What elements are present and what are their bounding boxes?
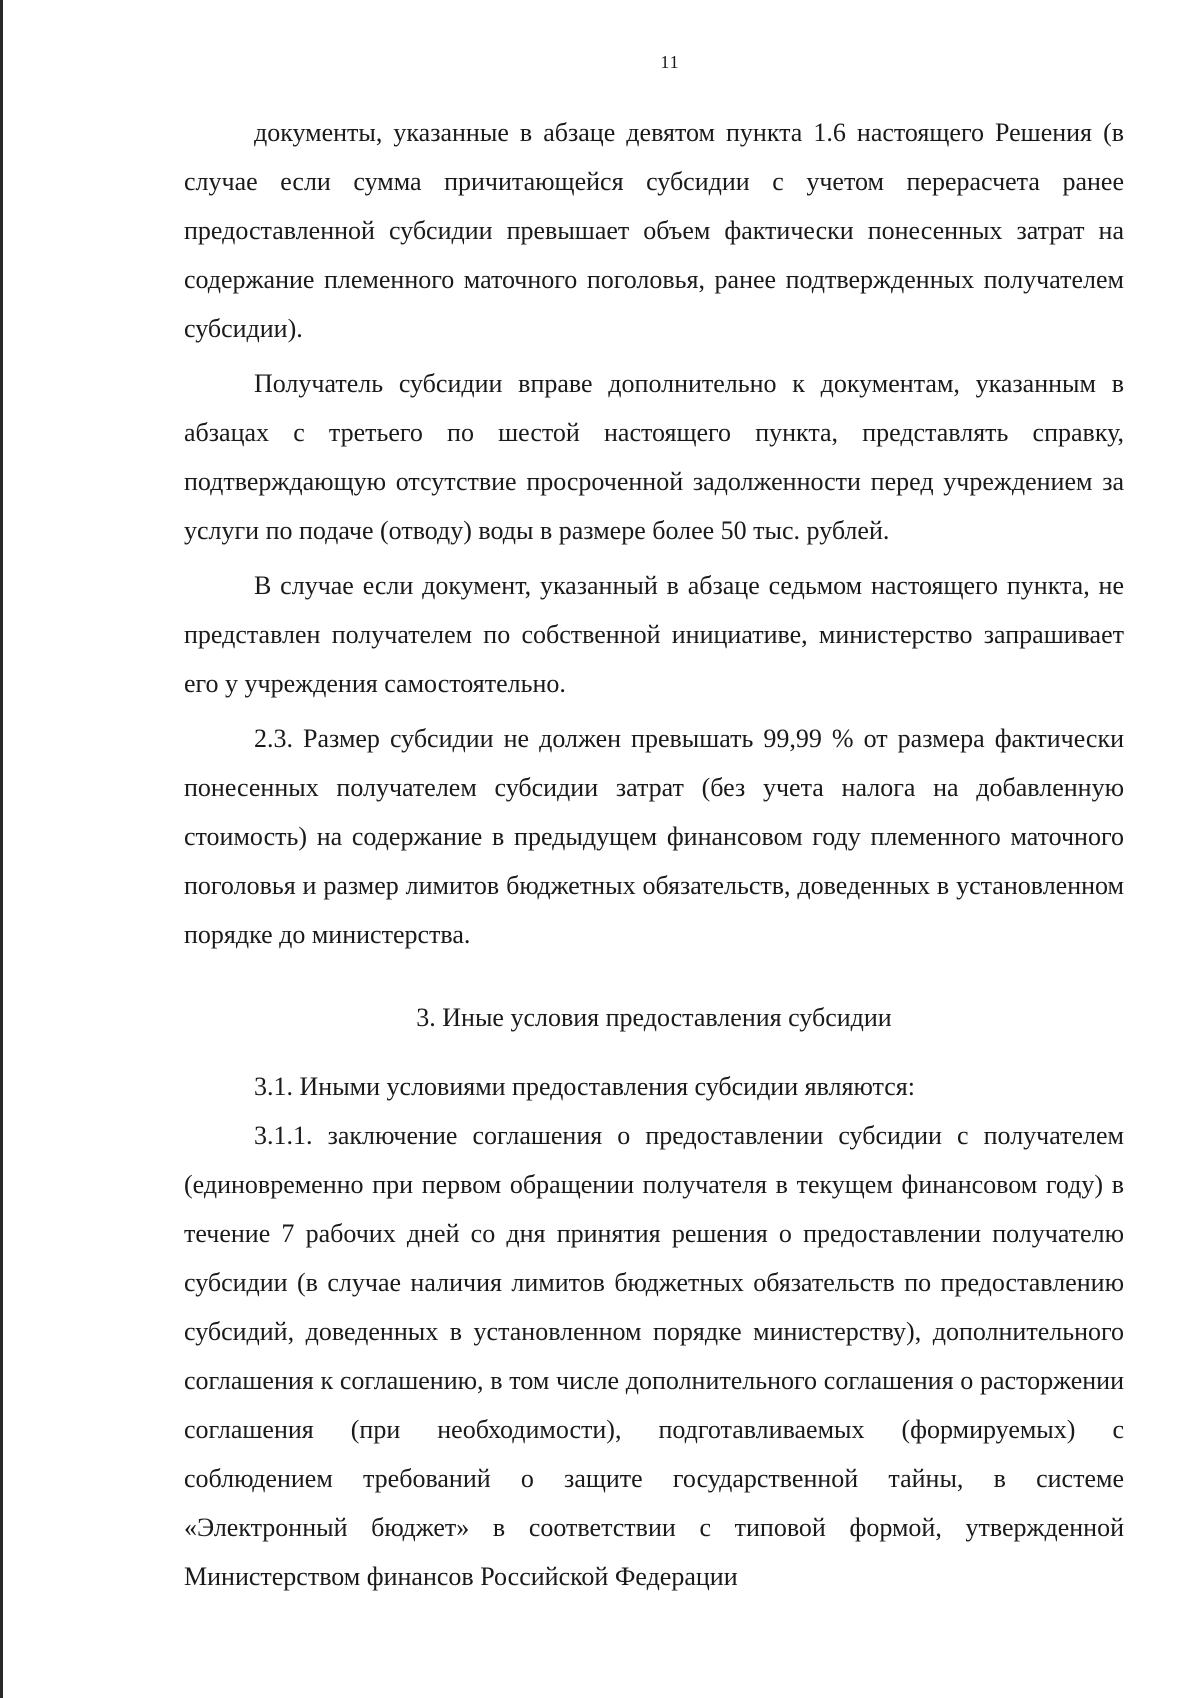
document-body bbox=[184, 108, 1124, 1601]
page-number: 11 bbox=[660, 52, 680, 72]
paragraph-documents-list: документы, указанные в абзаце девятом пункта 1.6 настоящего Решения (в случае если сумма причитающейся субсидии с учетом перерасчета ранее предоставленной субсидии превышает объем фактически понесенных затрат на содержание племенного маточного поголовья, ранее подтвержденных получателем субсидии). bbox=[184, 118, 1124, 343]
paragraph-subsidy-size: 2.3. Размер субсидии не должен превышать 99,99 % от размера фактически понесенных получателем субсидии затрат (без учета налога на добавленную стоимость) на содержание в предыдущем финансовом году племенного маточного поголовья и размер лимитов бюджетных обязательств, доведенных в установленном порядке до министерства. bbox=[184, 724, 1124, 949]
paragraph-document-request: В случае если документ, указанный в абзаце седьмом настоящего пункта, не представлен получателем по собственной инициативе, министерство запрашивает его у учреждения самостоятельно. bbox=[184, 571, 1124, 698]
scan-edge-border bbox=[0, 0, 3, 1698]
paragraph-recipient-right: Получатель субсидии вправе дополнительно к документам, указанным в абзацах с третьего по шестой настоящего пункта, представлять справку, подтверждающую отсутствие просроченной задолженности перед учреждением за услуги по подаче (отводу) воды в размере более 50 тыс. рублей. bbox=[184, 369, 1124, 545]
paragraph-other-conditions: 3.1. Иными условиями предоставления субсидии являются: bbox=[254, 1072, 915, 1101]
paragraph-agreement-conclusion: 3.1.1. заключение соглашения о предоставлении субсидии с получателем (единовременно при первом обращении получателя в текущем финансовом году) в течение 7 рабочих дней со дня принятия решения о предоставлении получателю субсидии (в случае наличия лимитов бюджетных обязательств по предоставлению субсидий, доведенных в установленном порядке министерству), дополнительного соглашения к соглашению, в том числе дополнительного соглашения о расторжении соглашения (при необходимости), подготавливаемых (формируемых) с соблюдением требований о защите государственной тайны, в системе «Электронный бюджет» в соответствии с типовой формой, утвержденной Министерством финансов Российской Федерации bbox=[184, 1121, 1124, 1591]
section-heading: 3. Иные условия предоставления субсидии bbox=[416, 1003, 892, 1032]
